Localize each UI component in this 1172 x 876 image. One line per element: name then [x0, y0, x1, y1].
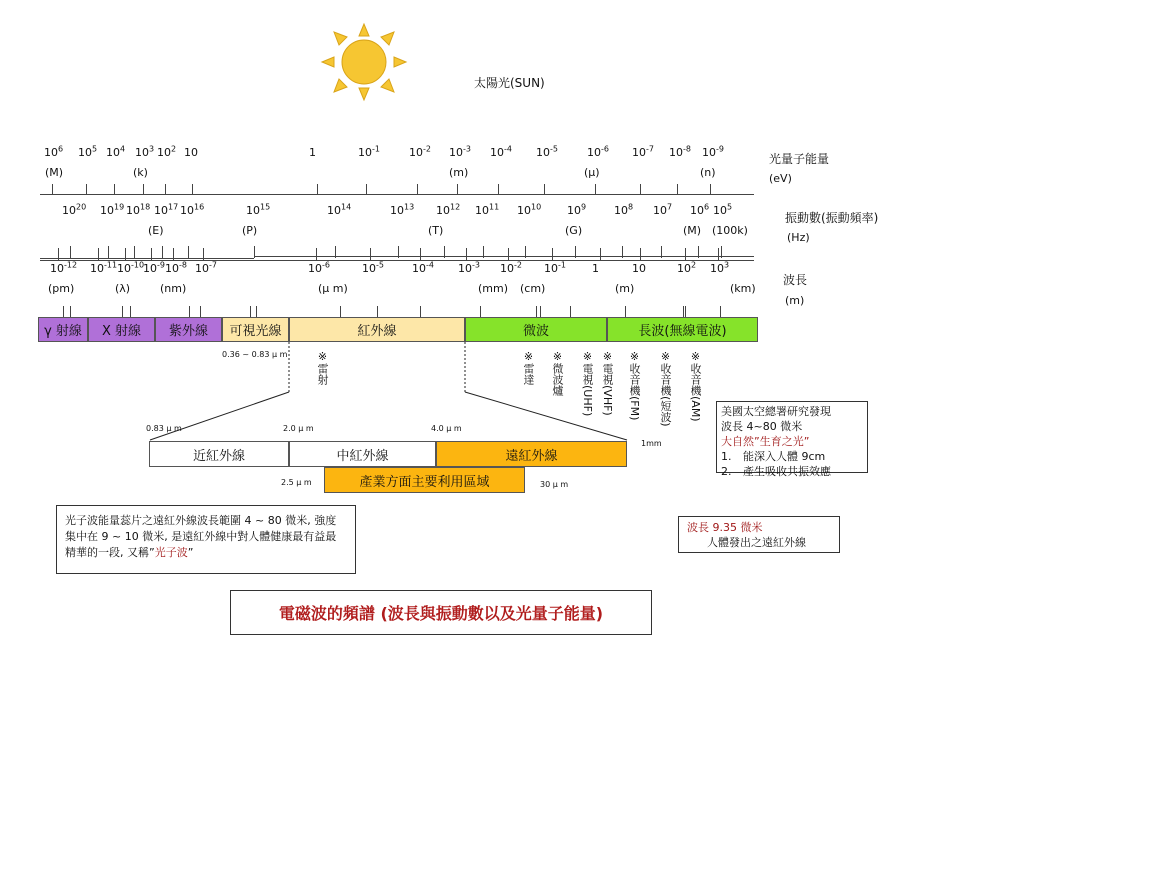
wavelength-tick-label: $10^{-2}$ — [500, 260, 522, 275]
wavelength-title: 波長 — [783, 273, 808, 287]
application-label: ※雷射 — [316, 350, 329, 385]
wavelength-tick-label: $10^{-5}$ — [362, 260, 384, 275]
wavelength-tick-label: $10^2$ — [677, 260, 697, 275]
energy-unit-prefix: (M) — [45, 166, 64, 179]
energy-tick-label: 1 — [309, 146, 316, 159]
mark-30um: 30 μ m — [540, 480, 569, 489]
industry-region-label: 產業方面主要利用區域 — [359, 474, 490, 490]
wavelength-unit-prefix: (mm) — [478, 282, 509, 295]
nasa-item-1: 1. 能深入人體 9cm — [721, 450, 826, 463]
frequency-tick-label: $10^9$ — [567, 202, 587, 217]
wavelength-unit-prefix: (km) — [730, 282, 756, 295]
photon-note-highlight: 光子波 — [154, 546, 188, 559]
far-infrared-label: 遠紅外線 — [505, 448, 558, 464]
photon-note-end: ” — [187, 546, 194, 559]
energy-tick-label: $10^{-7}$ — [632, 144, 654, 159]
energy-title: 光量子能量 — [769, 152, 830, 166]
wavelength-tick-label: $10^{-7}$ — [195, 260, 217, 275]
far-infrared-box — [436, 441, 627, 467]
frequency-tick-label: $10^{17}$ — [154, 202, 179, 217]
nasa-line3: 大自然”生育之光” — [721, 435, 810, 448]
energy-tick-label: $10^6$ — [44, 144, 64, 159]
wavelength-unit-prefix: (nm) — [160, 282, 187, 295]
frequency-tick-label: $10^{19}$ — [100, 202, 125, 217]
wavelength-unit-prefix: (m) — [615, 282, 635, 295]
energy-tick-label: $10^{-8}$ — [669, 144, 691, 159]
frequency-tick-label: $10^8$ — [614, 202, 634, 217]
frequency-tick-label: $10^{11}$ — [475, 202, 500, 217]
band-5: 微波 — [465, 317, 607, 342]
wavelength-tick-label: $10^{-3}$ — [458, 260, 480, 275]
band-0: γ 射線 — [38, 317, 88, 342]
mark-1mm: 1mm — [641, 439, 662, 448]
wavelength-tick-label: $10^{-1}$ — [544, 260, 566, 275]
band-6: 長波(無線電波) — [607, 317, 758, 342]
near-infrared-label: 近紅外線 — [192, 448, 245, 464]
wavelength-unit: (m) — [785, 294, 805, 307]
energy-tick-label: $10^{-5}$ — [536, 144, 558, 159]
visible-range-label: 0.36 ~ 0.83 μ m — [222, 350, 288, 359]
energy-tick-label: $10^{-6}$ — [587, 144, 609, 159]
wavelength-tick-label: 10 — [632, 262, 646, 275]
frequency-unit-prefix: (M) — [683, 224, 702, 237]
sun-label: 太陽光(SUN) — [474, 76, 545, 90]
energy-tick-label: $10^{-9}$ — [702, 144, 724, 159]
energy-tick-label: $10^5$ — [78, 144, 98, 159]
band-3: 可視光線 — [222, 317, 289, 342]
energy-tick-label: 10 — [184, 146, 198, 159]
frequency-tick-label: $10^{10}$ — [517, 202, 542, 217]
wavelength-unit-prefix: (λ) — [115, 282, 131, 295]
mid-infrared-label: 中紅外線 — [336, 448, 389, 464]
band-1: X 射線 — [88, 317, 155, 342]
wavelength-tick-label: $10^{-11}$ — [90, 260, 118, 275]
nasa-findings-box — [716, 401, 868, 478]
frequency-unit-prefix: (T) — [428, 224, 444, 237]
body-emission-note — [678, 516, 840, 553]
energy-tick-label: $10^{-2}$ — [409, 144, 431, 159]
application-label: ※雷達 — [522, 350, 535, 385]
main-title-box — [230, 590, 652, 635]
application-label: ※收音機(短波) — [659, 350, 672, 427]
wavelength-tick-label: 1 — [592, 262, 599, 275]
main-title: 電磁波的頻譜 (波長與振動數以及光量子能量) — [278, 604, 604, 623]
wavelength-unit-prefix: (pm) — [48, 282, 75, 295]
band-2: 紫外線 — [155, 317, 222, 342]
body-note-line2: 人體發出之遠紅外線 — [707, 536, 806, 549]
energy-tick-label: $10^4$ — [106, 144, 126, 159]
frequency-tick-label: $10^{14}$ — [327, 202, 352, 217]
near-infrared-box — [149, 441, 289, 467]
wavelength-tick-label: $10^{-9}$ — [143, 260, 165, 275]
frequency-tick-label: $10^{16}$ — [180, 202, 205, 217]
frequency-unit-prefix: (100k) — [712, 224, 748, 237]
frequency-tick-label: $10^{15}$ — [246, 202, 271, 217]
frequency-tick-label: $10^7$ — [653, 202, 673, 217]
wavelength-tick-label: $10^{-10}$ — [117, 260, 145, 275]
wavelength-tick-label: $10^{-4}$ — [412, 260, 434, 275]
energy-unit-prefix: (n) — [700, 166, 716, 179]
frequency-title: 振動數(振動頻率) — [785, 211, 879, 225]
mark-2.5um: 2.5 μ m — [281, 478, 312, 487]
wavelength-tick-label: $10^{-8}$ — [165, 260, 187, 275]
mark-2.0um: 2.0 μ m — [283, 424, 314, 433]
energy-unit-prefix: (m) — [449, 166, 469, 179]
frequency-unit-prefix: (P) — [242, 224, 258, 237]
frequency-tick-label: $10^{20}$ — [62, 202, 87, 217]
energy-tick-label: $10^{-3}$ — [449, 144, 471, 159]
application-label: ※收音機(AM) — [689, 350, 702, 422]
wavelength-tick-label: $10^3$ — [710, 260, 730, 275]
nasa-line2: 波長 4~80 微米 — [721, 420, 803, 433]
energy-tick-label: $10^{-4}$ — [490, 144, 512, 159]
application-label: ※微波爐 — [551, 350, 564, 396]
nasa-line1: 美國太空總署研究發現 — [721, 405, 831, 418]
band-4: 紅外線 — [289, 317, 465, 342]
frequency-tick-label: $10^6$ — [690, 202, 710, 217]
wavelength-tick-label: $10^{-12}$ — [50, 260, 78, 275]
mark-4.0um: 4.0 μ m — [431, 424, 462, 433]
frequency-tick-label: $10^{18}$ — [126, 202, 151, 217]
energy-unit-prefix: (k) — [133, 166, 148, 179]
frequency-tick-label: $10^{13}$ — [390, 202, 415, 217]
application-label: ※電視(VHF) — [601, 350, 614, 416]
nasa-item-2: 2. 產生吸收共振效應 — [721, 465, 831, 478]
frequency-unit-prefix: (G) — [565, 224, 583, 237]
wavelength-unit-prefix: (μ m) — [318, 282, 348, 295]
wavelength-unit-prefix: (cm) — [520, 282, 546, 295]
energy-unit-prefix: (μ) — [584, 166, 600, 179]
wavelength-tick-label: $10^{-6}$ — [308, 260, 330, 275]
energy-tick-label: $10^{-1}$ — [358, 144, 380, 159]
mid-infrared-box — [289, 441, 436, 467]
mark-0.83um: 0.83 μ m — [146, 424, 182, 433]
photon-wave-note — [56, 505, 356, 574]
photon-note-text: 光子波能量蕊片之遠紅外線波長範圍 4 ~ 80 微米, 強度集中在 9 ~ 10 微米, 是遠紅外線中對人體健康最有益最精華的一段, 又稱” — [65, 514, 337, 559]
frequency-tick-label: $10^5$ — [713, 202, 733, 217]
energy-unit: (eV) — [769, 172, 792, 185]
frequency-unit: (Hz) — [787, 231, 810, 244]
body-note-line1: 波長 9.35 微米 — [687, 521, 763, 534]
application-label: ※收音機(FM) — [628, 350, 641, 421]
energy-tick-label: $10^3$ — [135, 144, 155, 159]
industry-region-box — [324, 467, 525, 493]
frequency-tick-label: $10^{12}$ — [436, 202, 461, 217]
frequency-unit-prefix: (E) — [148, 224, 164, 237]
application-label: ※電視(UHF) — [581, 350, 594, 417]
energy-tick-label: $10^2$ — [157, 144, 177, 159]
